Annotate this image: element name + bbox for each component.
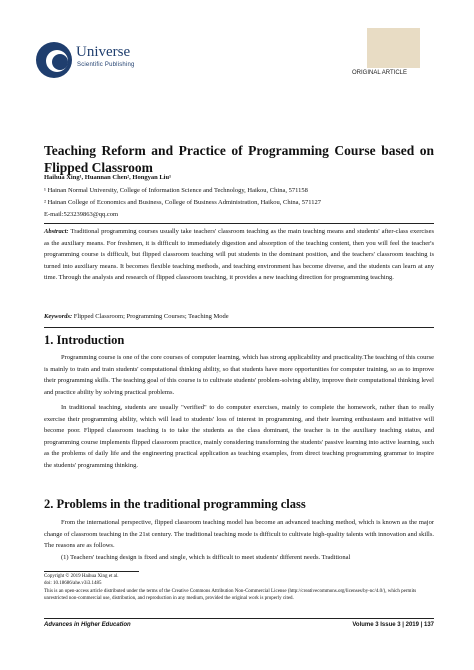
keywords-text: Flipped Classroom; Programming Courses; Teaching Mode bbox=[72, 313, 229, 320]
copyright-line: Copyright © 2019 Haihua Xing et al. bbox=[44, 574, 119, 579]
footer-rule bbox=[44, 618, 434, 619]
intro-paragraph-1: Programming course is one of the core courses of computer learning, which has strong applicability and practicality.The teaching of this course is mainly to train and train students' computational thinking ability, so that students have more opportunities for computer training, so as to improve their programming skills. The teaching goal of this course is to cultivate students' problem-solving ability, improve their computational thinking level and practice ability by solving practical problems. bbox=[44, 354, 434, 396]
keywords bbox=[44, 313, 434, 320]
intro-paragraph-2: In traditional teaching, students are usually "verified" to do computer exercises, mainly to complete the homework, rather than to really exercise their programming ability, which will lead to students' loss of interest in programming, and their learning enthusiasm and initiative will become poor. Flipped classroom teaching is to take the students as the class dominant, the teacher is in the auxiliary teaching status, and programming course implements flipped classroom practice, mainly considering transforming the students' passive learning into active learning, such as the problems of daily life and the engineering practical application as teaching examples, from direct teaching programming grammar to inspire the students' programming thinking. bbox=[44, 404, 434, 469]
section-heading-problems: 2. Problems in the traditional programming class bbox=[44, 497, 306, 511]
affiliation-1: ¹ Hainan Normal University, College of Information Science and Technology, Haikou, China, 571158 bbox=[44, 187, 308, 194]
contact-email[interactable]: E-mail:523239863@qq.com bbox=[44, 211, 119, 218]
author-list: Haihua Xing¹, Huannan Chen², Hongyan Liu¹ bbox=[44, 174, 172, 181]
problems-paragraph-1: From the international perspective, flipped classroom teaching model has become an advanced teaching method, which is known as the major change of classroom teaching in the 21st century. The traditional teaching mode is difficult to cultivate high-quality talents with innovation and skills. The reasons are as follows. bbox=[44, 519, 434, 549]
journal-name: Advances in Higher Education bbox=[44, 622, 131, 628]
abstract-top-rule bbox=[44, 223, 434, 224]
affiliation-2: ² Hainan College of Economics and Business, College of Business Administration, Haikou, China, 571127 bbox=[44, 199, 322, 206]
article-type-label: ORIGINAL ARTICLE bbox=[352, 70, 408, 76]
paper-title: Teaching Reform and Practice of Programming Course based on Flipped Classroom bbox=[44, 143, 434, 175]
publisher-name: Universe bbox=[76, 44, 131, 60]
footnote-rule bbox=[44, 571, 139, 572]
abstract-bottom-rule bbox=[44, 327, 434, 328]
problems-paragraph-2: (1) Teachers' teaching design is fixed and single, which is difficult to meet students' different needs. Traditional bbox=[61, 554, 351, 561]
abstract-text: Traditional programming courses usually take teachers' classroom teaching as the main teaching means and students' after-class exercises as the auxiliary means. For freshmen, it is difficult to immediately digestion and absorption of the teaching content, then you will feel the teacher's programming course is difficult, but flipped classroom teaching will put students in the dominant position, and the teachers' classroom teaching is turned into auxiliary means. It becomes flexible teaching methods, and teaching environment has become diverse, and the students can learn at any time. Through the analysis and research of flipped classroom teaching, it provides a new teaching direction for programming teaching. bbox=[44, 228, 434, 281]
abstract bbox=[44, 226, 434, 284]
abstract-label: Abstract: bbox=[44, 228, 69, 235]
article-type-box bbox=[367, 28, 420, 68]
keywords-label: Keywords: bbox=[44, 313, 73, 320]
license-text: This is an open-access article distributed under the terms of the Creative Commons Attribution Non-Commercial License (http://creativecommons.org/licenses/by-nc/4.0/), which permits unrestricted non-commercial use, distribution, and reproduction in any medium, provided the original work is properly cited. bbox=[44, 589, 417, 601]
page-info: Volume 3 Issue 3 | 2019 | 137 bbox=[352, 622, 434, 628]
logo-core bbox=[52, 54, 68, 70]
section-heading-introduction: 1. Introduction bbox=[44, 333, 125, 347]
doi-line[interactable]: doi: 10.18686/ahe.v3i3.1485 bbox=[44, 581, 102, 586]
publisher-subtitle: Scientific Publishing bbox=[77, 62, 135, 68]
